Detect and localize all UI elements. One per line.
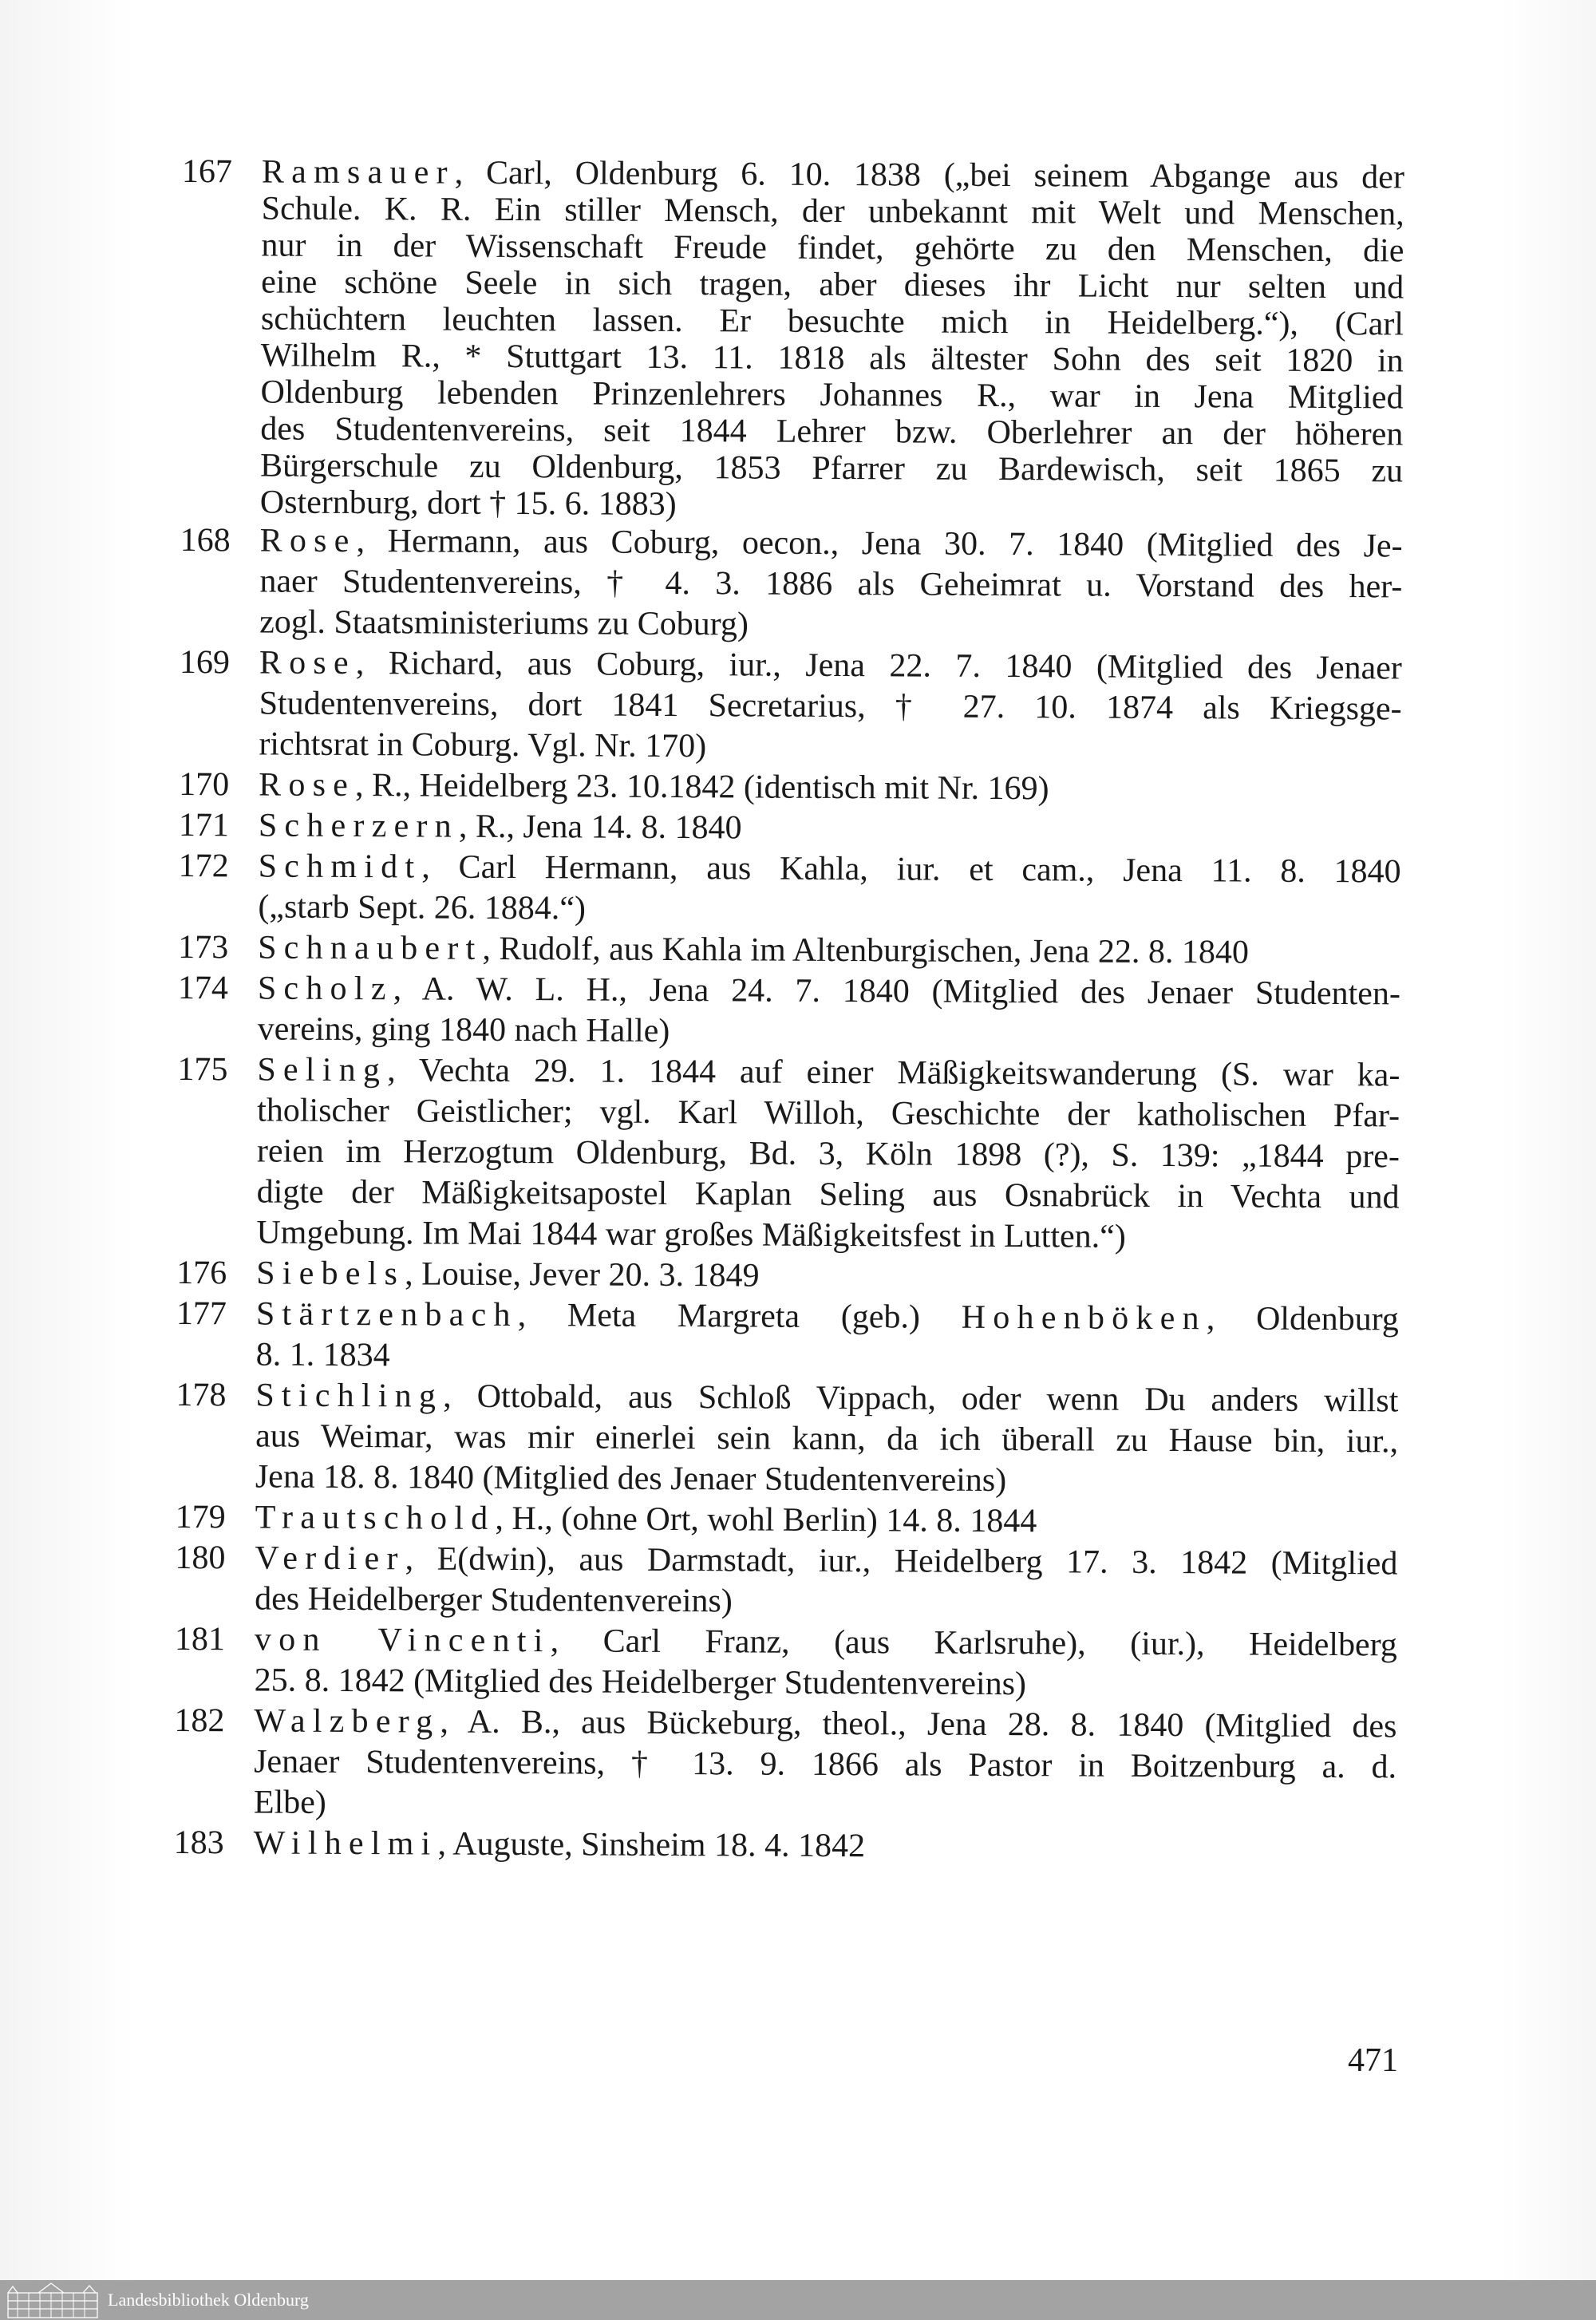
library-name: Landesbibliothek Oldenburg: [108, 2290, 309, 2310]
entry-line: [180, 561, 1424, 608]
entry-line-text: digte der Mäßigkeitsapostel Kaplan Seling aus Osnabrück in Vechta und: [256, 1173, 1400, 1216]
entry-line-text: vereins, ging 1840 nach Halle): [257, 1010, 670, 1050]
entry-line-text: [254, 1701, 1396, 1747]
entry-number: 181: [174, 1620, 226, 1658]
entry-number: 169: [179, 643, 230, 682]
library-building-logo-icon: [6, 2282, 101, 2318]
entry-line: [176, 1375, 1420, 1422]
entry-text: , Rudolf, aus Kahla im Altenburgischen, Jena 22. 8. 1840: [482, 930, 1249, 971]
entry-surname: Rose: [259, 522, 357, 560]
entry-line: [179, 846, 1424, 893]
entry-line: [182, 190, 1427, 233]
entry-line: [175, 1660, 1420, 1707]
entry-line-text: [258, 968, 1400, 1014]
entry-number: 173: [178, 928, 229, 966]
entry-line-text: 8. 1. 1834: [255, 1336, 390, 1374]
register-entry: [179, 805, 1424, 852]
register-entry: [174, 1701, 1420, 1829]
entry-line-text: Studentenvereins, dort 1841 Secretarius, † 27. 10. 1874 als Kriegsge-: [259, 685, 1402, 728]
entry-line-text: [254, 1823, 1396, 1869]
entry-line-text: [255, 1497, 1398, 1543]
entry-line: [180, 602, 1424, 649]
entry-number: 180: [175, 1539, 226, 1577]
entry-line-text: [259, 805, 1401, 852]
entry-line-text: Wilhelm R., * Stuttgart 13. 11. 1818 als ältester Sohn des seit 1820 in: [260, 337, 1404, 380]
entry-line-text: Bürgerschule zu Oldenburg, 1853 Pfarrer zu Bardewisch, seit 1865 zu: [259, 447, 1404, 490]
entry-number: 171: [178, 806, 229, 844]
entry-line-text: [262, 153, 1404, 196]
entry-number: 174: [177, 969, 228, 1007]
entry-line: [177, 1049, 1422, 1097]
register-entry: [178, 927, 1423, 974]
entry-line-text: zogl. Staatsministeriums zu Coburg): [259, 603, 749, 643]
entry-text: , Oldenburg: [1206, 1300, 1399, 1338]
entry-surname: Siebels: [256, 1255, 405, 1293]
entry-surname: Scholz: [257, 970, 393, 1008]
entry-line-text: schüchtern leuchten lassen. Er besuchte mich in Heidelberg.“), (Carl: [260, 300, 1404, 343]
entry-line-text: [255, 1619, 1397, 1666]
entry-surname: Walzberg: [254, 1702, 440, 1741]
register-entry: [176, 1294, 1421, 1381]
entry-line: [180, 410, 1425, 453]
entry-text: , Vechta 29. 1. 1844 auf einer Mäßigkeitswanderung (S. war ka-: [387, 1052, 1400, 1094]
entry-text: , Louise, Jever 20. 3. 1849: [405, 1255, 760, 1294]
entry-line-text: eine schöne Seele in sich tragen, aber dieses ihr Licht nur selten und: [261, 263, 1404, 306]
entry-text: , Carl Hermann, aus Kahla, iur. et cam., Jena 11. 8. 1840: [421, 848, 1401, 891]
entry-line: [178, 927, 1423, 974]
entry-surname: Stichling: [255, 1377, 444, 1415]
entry-line-text: des Heidelberger Studentenvereins): [255, 1580, 733, 1620]
entry-line-text: [256, 1253, 1399, 1299]
entry-text: , Meta Margreta (geb.): [517, 1297, 962, 1336]
entry-line-text: [257, 1049, 1400, 1096]
entry-number: 168: [180, 521, 231, 559]
entry-line: [174, 1701, 1419, 1748]
entry-text: , Carl Franz, (aus Karlsruhe), (iur.), Heidelberg: [550, 1622, 1397, 1664]
entry-number: 176: [176, 1254, 227, 1292]
entry-surname: Seling: [257, 1051, 388, 1089]
entry-line: [176, 1456, 1420, 1504]
entry-line-text: („starb Sept. 26. 1884.“): [258, 888, 587, 927]
entry-line-text: reien im Herzogtum Oldenburg, Bd. 3, Köln 1898 (?), S. 139: „1844 pre-: [256, 1132, 1400, 1176]
entry-text: , E(dwin), aus Darmstadt, iur., Heidelberg 17. 3. 1842 (Mitglied: [405, 1540, 1398, 1583]
entry-line-text: [260, 520, 1403, 567]
entry-number: 177: [176, 1294, 227, 1333]
entry-line: [177, 1172, 1422, 1219]
entry-surname: Schmidt: [258, 848, 422, 886]
entry-line: [179, 805, 1424, 852]
entry-line: [176, 1212, 1421, 1259]
entry-line-text: [255, 1375, 1398, 1421]
entry-surname: von Vincenti: [254, 1621, 551, 1660]
entry-number: 172: [178, 847, 229, 885]
entry-line: [180, 373, 1425, 417]
register-entry: [175, 1619, 1420, 1707]
entry-text: , A. W. L. H., Jena 24. 7. 1840 (Mitglied des Jenaer Studenten-: [393, 970, 1400, 1013]
entry-line: [180, 683, 1424, 730]
entry-line-text: naer Studentenvereins, † 4. 3. 1886 als Geheimrat u. Vorstand des her-: [259, 563, 1403, 606]
register-entry: [176, 1049, 1422, 1259]
entry-line-text: aus Weimar, was mir einerlei sein kann, da ich überall zu Hause bin, iur.,: [255, 1417, 1399, 1460]
entry-line: [176, 1416, 1420, 1463]
register-entry: [176, 1253, 1421, 1300]
entry-line: [180, 642, 1424, 690]
entry-line-text: [259, 846, 1401, 892]
entry-line-text: Jenaer Studentenvereins, † 13. 9. 1866 als Pastor in Boitzenburg a. d.: [254, 1743, 1397, 1786]
register-entry: [179, 765, 1424, 812]
entry-surname: Ramsauer: [261, 153, 455, 192]
entry-surname: Trautschold: [255, 1499, 496, 1537]
entry-line: [181, 337, 1426, 380]
entry-line: [178, 887, 1423, 934]
entry-line: [176, 1334, 1421, 1381]
entry-surname: Schnaubert: [258, 929, 483, 967]
register-entry: [179, 642, 1424, 771]
entry-line: [181, 300, 1426, 343]
entry-text: , Ottobald, aus Schloß Vippach, oder wenn Du anders willst: [443, 1377, 1399, 1420]
entry-line: [180, 520, 1425, 567]
entry-text: , R., Jena 14. 8. 1840: [458, 808, 742, 847]
entry-line-text: Schule. K. R. Ein stiller Mensch, der unbekannt mit Welt und Menschen,: [261, 190, 1404, 233]
entry-line-text: tholischer Geistlicher; vgl. Karl Willoh, Geschichte der katholischen Pfar-: [257, 1092, 1400, 1135]
entry-line: [175, 1619, 1420, 1666]
entry-line-text: richtsrat in Coburg. Vgl. Nr. 170): [259, 725, 707, 765]
entry-surname: Rose: [259, 644, 356, 682]
register-entry: [176, 1375, 1421, 1504]
entry-line-text: Oldenburg lebenden Prinzenlehrers Johannes R., war in Jena Mitglied: [260, 373, 1404, 417]
entry-text: , A. B., aus Bückeburg, theol., Jena 28. 8. 1840 (Mitglied des: [440, 1703, 1397, 1745]
register-entry: [174, 1823, 1419, 1870]
entry-line: [176, 1294, 1421, 1341]
entry-line-text: nur in der Wissenschaft Freude findet, gehörte zu den Menschen, die: [261, 227, 1404, 270]
entry-line: [179, 724, 1424, 771]
entry-line: [179, 765, 1424, 812]
entry-surname: Verdier: [255, 1539, 405, 1578]
entry-line: [177, 1090, 1422, 1137]
library-footer-bar: [0, 2280, 1596, 2320]
entry-number: 179: [175, 1498, 226, 1536]
entry-text: , Auguste, Sinsheim 18. 4. 1842: [437, 1825, 866, 1865]
entry-line: [175, 1538, 1420, 1585]
entry-line: [180, 484, 1425, 527]
entry-line-text: Osternburg, dort † 15. 6. 1883): [259, 484, 677, 524]
entry-line-text: Jena 18. 8. 1840 (Mitglied des Jenaer Studentenvereins): [255, 1458, 1007, 1500]
entry-line-text: [256, 1294, 1399, 1340]
entry-number: 178: [176, 1376, 227, 1414]
entry-number: 170: [179, 765, 230, 804]
entry-line-text: [255, 1538, 1397, 1584]
register-entry: [180, 153, 1427, 527]
entry-line-text: [258, 927, 1400, 974]
register-entry: [175, 1538, 1420, 1626]
entry-line: [178, 1009, 1423, 1056]
entry-line: [181, 263, 1426, 306]
entry-surname: Rose: [259, 766, 356, 804]
entry-surname: Hohenböken: [961, 1298, 1207, 1338]
entry-line: [176, 1497, 1420, 1544]
register-entry: [178, 968, 1423, 1056]
register-entry: [176, 1497, 1420, 1544]
entry-number: 182: [174, 1701, 225, 1740]
entry-line: [178, 968, 1423, 1015]
entry-number: 167: [181, 153, 232, 191]
entry-text: , Carl, Oldenburg 6. 10. 1838 („bei seinem Abgange aus der: [454, 154, 1404, 196]
entry-text: , H., (ohne Ort, wohl Berlin) 14. 8. 1844: [495, 1500, 1037, 1540]
entry-line-text: Elbe): [253, 1784, 326, 1821]
page-number: 471: [1348, 2042, 1398, 2079]
entry-surname: Scherzern: [258, 807, 460, 845]
entry-number: 183: [173, 1824, 224, 1862]
entry-line: [174, 1823, 1419, 1870]
entry-line-text: des Studentenvereins, seit 1844 Lehrer bzw. Oberlehrer an der höheren: [260, 410, 1404, 453]
register-entry: [178, 846, 1423, 934]
entry-line-text: 25. 8. 1842 (Mitglied des Heidelberger Studentenvereins): [254, 1662, 1027, 1703]
entry-text: , R., Heidelberg 23. 10.1842 (identisch mit Nr. 169): [354, 767, 1049, 808]
entry-line: [175, 1579, 1420, 1626]
entry-line: [176, 1253, 1421, 1300]
entry-surname: Stärtzenbach: [255, 1295, 518, 1334]
entry-line-text: [259, 765, 1401, 811]
entry-line: [180, 447, 1425, 490]
entry-line: [174, 1782, 1419, 1829]
entry-line-text: Umgebung. Im Mai 1844 war großes Mäßigkeitsfest in Lutten.“): [256, 1214, 1126, 1255]
entry-line: [181, 227, 1426, 270]
entry-line: [177, 1131, 1422, 1178]
entry-line: [174, 1741, 1419, 1788]
entry-line-text: [259, 642, 1402, 689]
entry-line: [182, 153, 1427, 196]
entry-surname: Wilhelmi: [253, 1824, 438, 1863]
entry-number: 175: [177, 1050, 228, 1089]
entry-text: , Richard, aus Coburg, iur., Jena 22. 7. 1840 (Mitglied des Jenaer: [355, 645, 1402, 687]
register-entry: [180, 520, 1425, 649]
entry-text: , Hermann, aus Coburg, oecon., Jena 30. 7. 1840 (Mitglied des Je-: [356, 523, 1403, 565]
register-entries: [174, 153, 1427, 1870]
